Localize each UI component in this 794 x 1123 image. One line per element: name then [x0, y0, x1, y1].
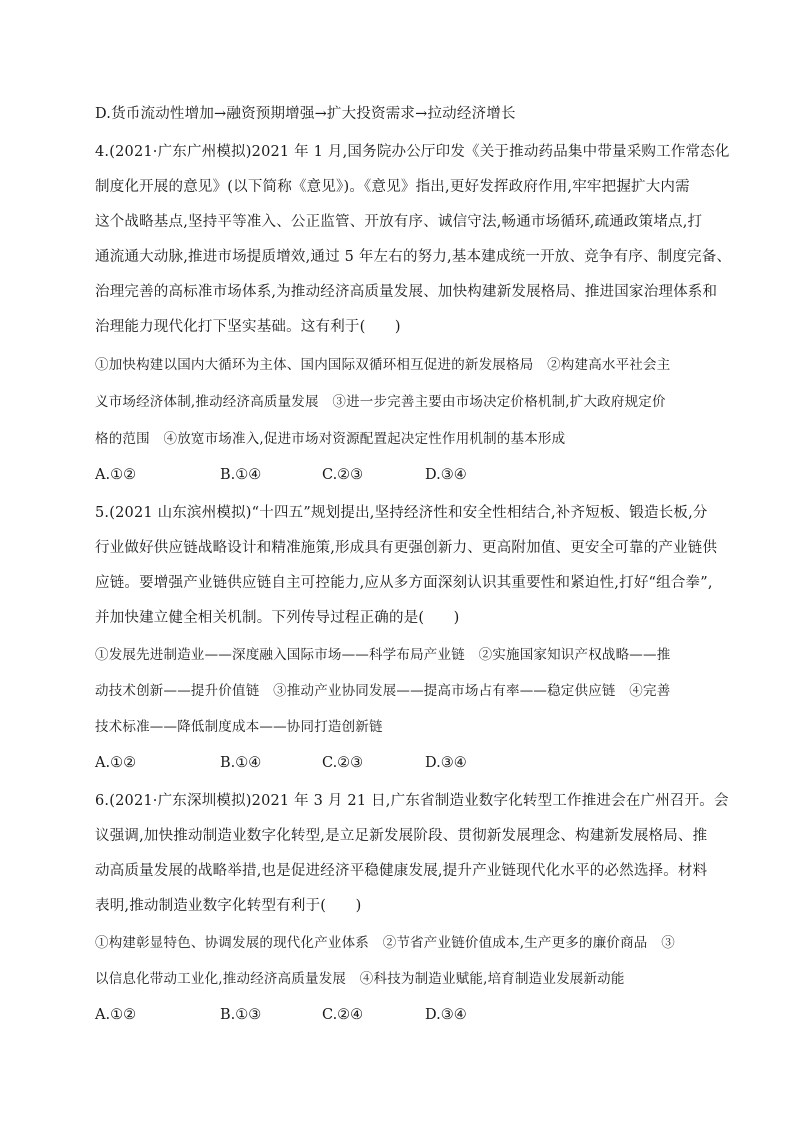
q5-statement-line: 技术标准——降低制度成本——协同打造创新链 [95, 719, 383, 735]
q5-stem-line: 并加快建立健全相关机制。下列传导过程正确的是( ) [95, 610, 460, 626]
q5-statement-line: 动技术创新——提升价值链 ③推动产业协同发展——提高市场占有率——稳定供应链 ④完善 [95, 683, 671, 699]
q5-stem-line: 5.(2021 山东滨州模拟)“十四五”规划提出,坚持经济性和安全性相结合,补齐短板、锻造长板,分 [95, 505, 708, 521]
q6-option-a[interactable]: A.①② [95, 1007, 137, 1023]
q6-stem-line: 6.(2021·广东深圳模拟)2021 年 3 月 21 日,广东省制造业数字化转型工作推进会在广州召开。会 [95, 793, 729, 809]
q5-option-a[interactable]: A.①② [95, 755, 137, 771]
q5-stem-line: 应链。要增强产业链供应链自主可控能力,应从多方面深刻认识其重要性和紧迫性,打好“组合拳”, [95, 575, 713, 591]
q4-stem-line: 治理能力现代化打下坚实基础。这有利于( ) [95, 319, 401, 335]
q5-statement-line: ①发展先进制造业——深度融入国际市场——科学布局产业链 ②实施国家知识产权战略——推 [95, 647, 671, 663]
q6-statement-line: ①构建彰显特色、协调发展的现代化产业体系 ②节省产业链价值成本,生产更多的廉价商品 ③ [95, 935, 675, 951]
q6-option-d[interactable]: D.③④ [425, 1007, 467, 1023]
q4-option-d[interactable]: D.③④ [425, 467, 467, 483]
q6-stem-line: 表明,推动制造业数字化转型有利于( ) [95, 898, 362, 914]
q4-stem-line: 4.(2021·广东广州模拟)2021 年 1 月,国务院办公厅印发《关于推动药品集中带量采购工作常态化 [95, 144, 730, 160]
q6-option-c[interactable]: C.②④ [322, 1007, 364, 1023]
q4-statement-line: 义市场经济体制,推动经济高质量发展 ③进一步完善主要由市场决定价格机制,扩大政府规定价 [95, 394, 666, 410]
q6-stem-line: 议强调,加快推动制造业数字化转型,是立足新发展阶段、贯彻新发展理念、构建新发展格局、推 [95, 828, 708, 844]
q4-stem-line: 制度化开展的意见》(以下简称《意见》)。《意见》指出,更好发挥政府作用,牢牢把握扩大内需 [95, 179, 690, 195]
q4-stem-line: 通流通大动脉,推进市场提质增效,通过 5 年左右的努力,基本建成统一开放、竞争有序、制度完备、 [95, 249, 732, 265]
q4-option-b[interactable]: B.①④ [220, 467, 262, 483]
q5-option-d[interactable]: D.③④ [425, 755, 467, 771]
q4-statement-line: ①加快构建以国内大循环为主体、国内国际双循环相互促进的新发展格局 ②构建高水平社会主 [95, 357, 671, 373]
q4-stem-line: 这个战略基点,坚持平等准入、公正监管、开放有序、诚信守法,畅通市场循环,疏通政策堵点,打 [95, 214, 703, 230]
q5-option-b[interactable]: B.①④ [220, 755, 262, 771]
q4-statement-line: 格的范围 ④放宽市场准入,促进市场对资源配置起决定性作用机制的基本形成 [95, 431, 566, 447]
q5-stem-line: 行业做好供应链战略设计和精准施策,形成具有更强创新力、更高附加值、更安全可靠的产业链供 [95, 540, 718, 556]
q6-option-b[interactable]: B.①③ [220, 1007, 262, 1023]
q4-stem-line: 治理完善的高标准市场体系,为推动经济高质量发展、加快构建新发展格局、推进国家治理体系和 [95, 284, 718, 300]
q3-option-d: D.货币流动性增加→融资预期增强→扩大投资需求→拉动经济增长 [95, 106, 516, 122]
q4-option-a[interactable]: A.①② [95, 467, 137, 483]
q6-stem-line: 动高质量发展的战略举措,也是促进经济平稳健康发展,提升产业链现代化水平的必然选择。材料 [95, 863, 708, 879]
q5-option-c[interactable]: C.②③ [322, 755, 364, 771]
q4-option-c[interactable]: C.②③ [322, 467, 364, 483]
q6-statement-line: 以信息化带动工业化,推动经济高质量发展 ④科技为制造业赋能,培育制造业发展新动能 [95, 971, 625, 987]
